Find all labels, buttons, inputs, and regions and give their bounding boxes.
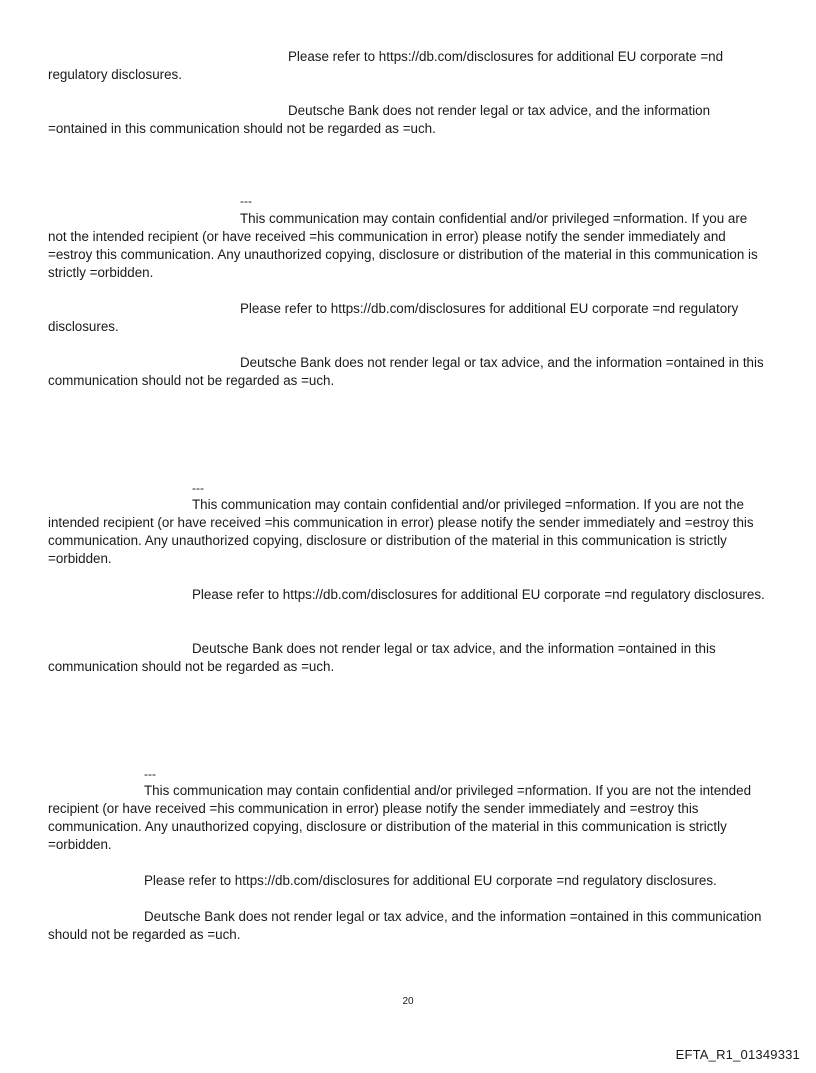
confidentiality-notice: This communication may contain confidential and/or privileged =nformation. If you are not the intended recipient (or have received =his communication in error) please notify the sender immediately and =estroy this communication. Any unauthorized copying, disclosure or distribution of the material in this communication is strictly =orbidden. <box>48 211 758 280</box>
separator: --- <box>192 481 204 495</box>
separator: --- <box>240 194 252 208</box>
page-number: 20 <box>402 996 414 1007</box>
disclosure-refer: Please refer to https://db.com/disclosures for additional EU corporate =nd regulatory disclosures. <box>192 587 765 602</box>
separator: --- <box>144 767 156 781</box>
confidentiality-notice: This communication may contain confidential and/or privileged =nformation. If you are not the intended recipient (or have received =his communication in error) please notify the sender immediately and =estroy this communication. Any unauthorized copying, disclosure or distribution of the material in this communication is strictly =orbidden. <box>48 497 754 566</box>
tax-advice-notice: Deutsche Bank does not render legal or tax advice, and the information =ontained in this communication should not be regarded as =uch. <box>48 641 716 674</box>
tax-advice-notice: Deutsche Bank does not render legal or tax advice, and the information =ontained in this communication should not be regarded as =uch. <box>48 103 711 136</box>
disclosure-refer: Please refer to https://db.com/disclosures for additional EU corporate =nd regulatory disclosures. <box>144 873 717 888</box>
disclosure-refer: Please refer to https://db.com/disclosures for additional EU corporate =nd regulatory disclosures. <box>48 301 739 334</box>
document-id: EFTA_R1_01349331 <box>675 1047 800 1062</box>
disclosure-refer: Please refer to https://db.com/disclosures for additional EU corporate =nd regulatory disclosures. <box>48 49 724 82</box>
confidentiality-notice: This communication may contain confidential and/or privileged =nformation. If you are not the intended recipient (or have received =his communication in error) please notify the sender immediately and =estroy this communication. Any unauthorized copying, disclosure or distribution of the material in this communication is strictly =orbidden. <box>48 783 752 852</box>
tax-advice-notice: Deutsche Bank does not render legal or tax advice, and the information =ontained in this communication should not be regarded as =uch. <box>48 355 764 388</box>
tax-advice-notice: Deutsche Bank does not render legal or tax advice, and the information =ontained in this communication should not be regarded as =uch. <box>48 909 762 942</box>
